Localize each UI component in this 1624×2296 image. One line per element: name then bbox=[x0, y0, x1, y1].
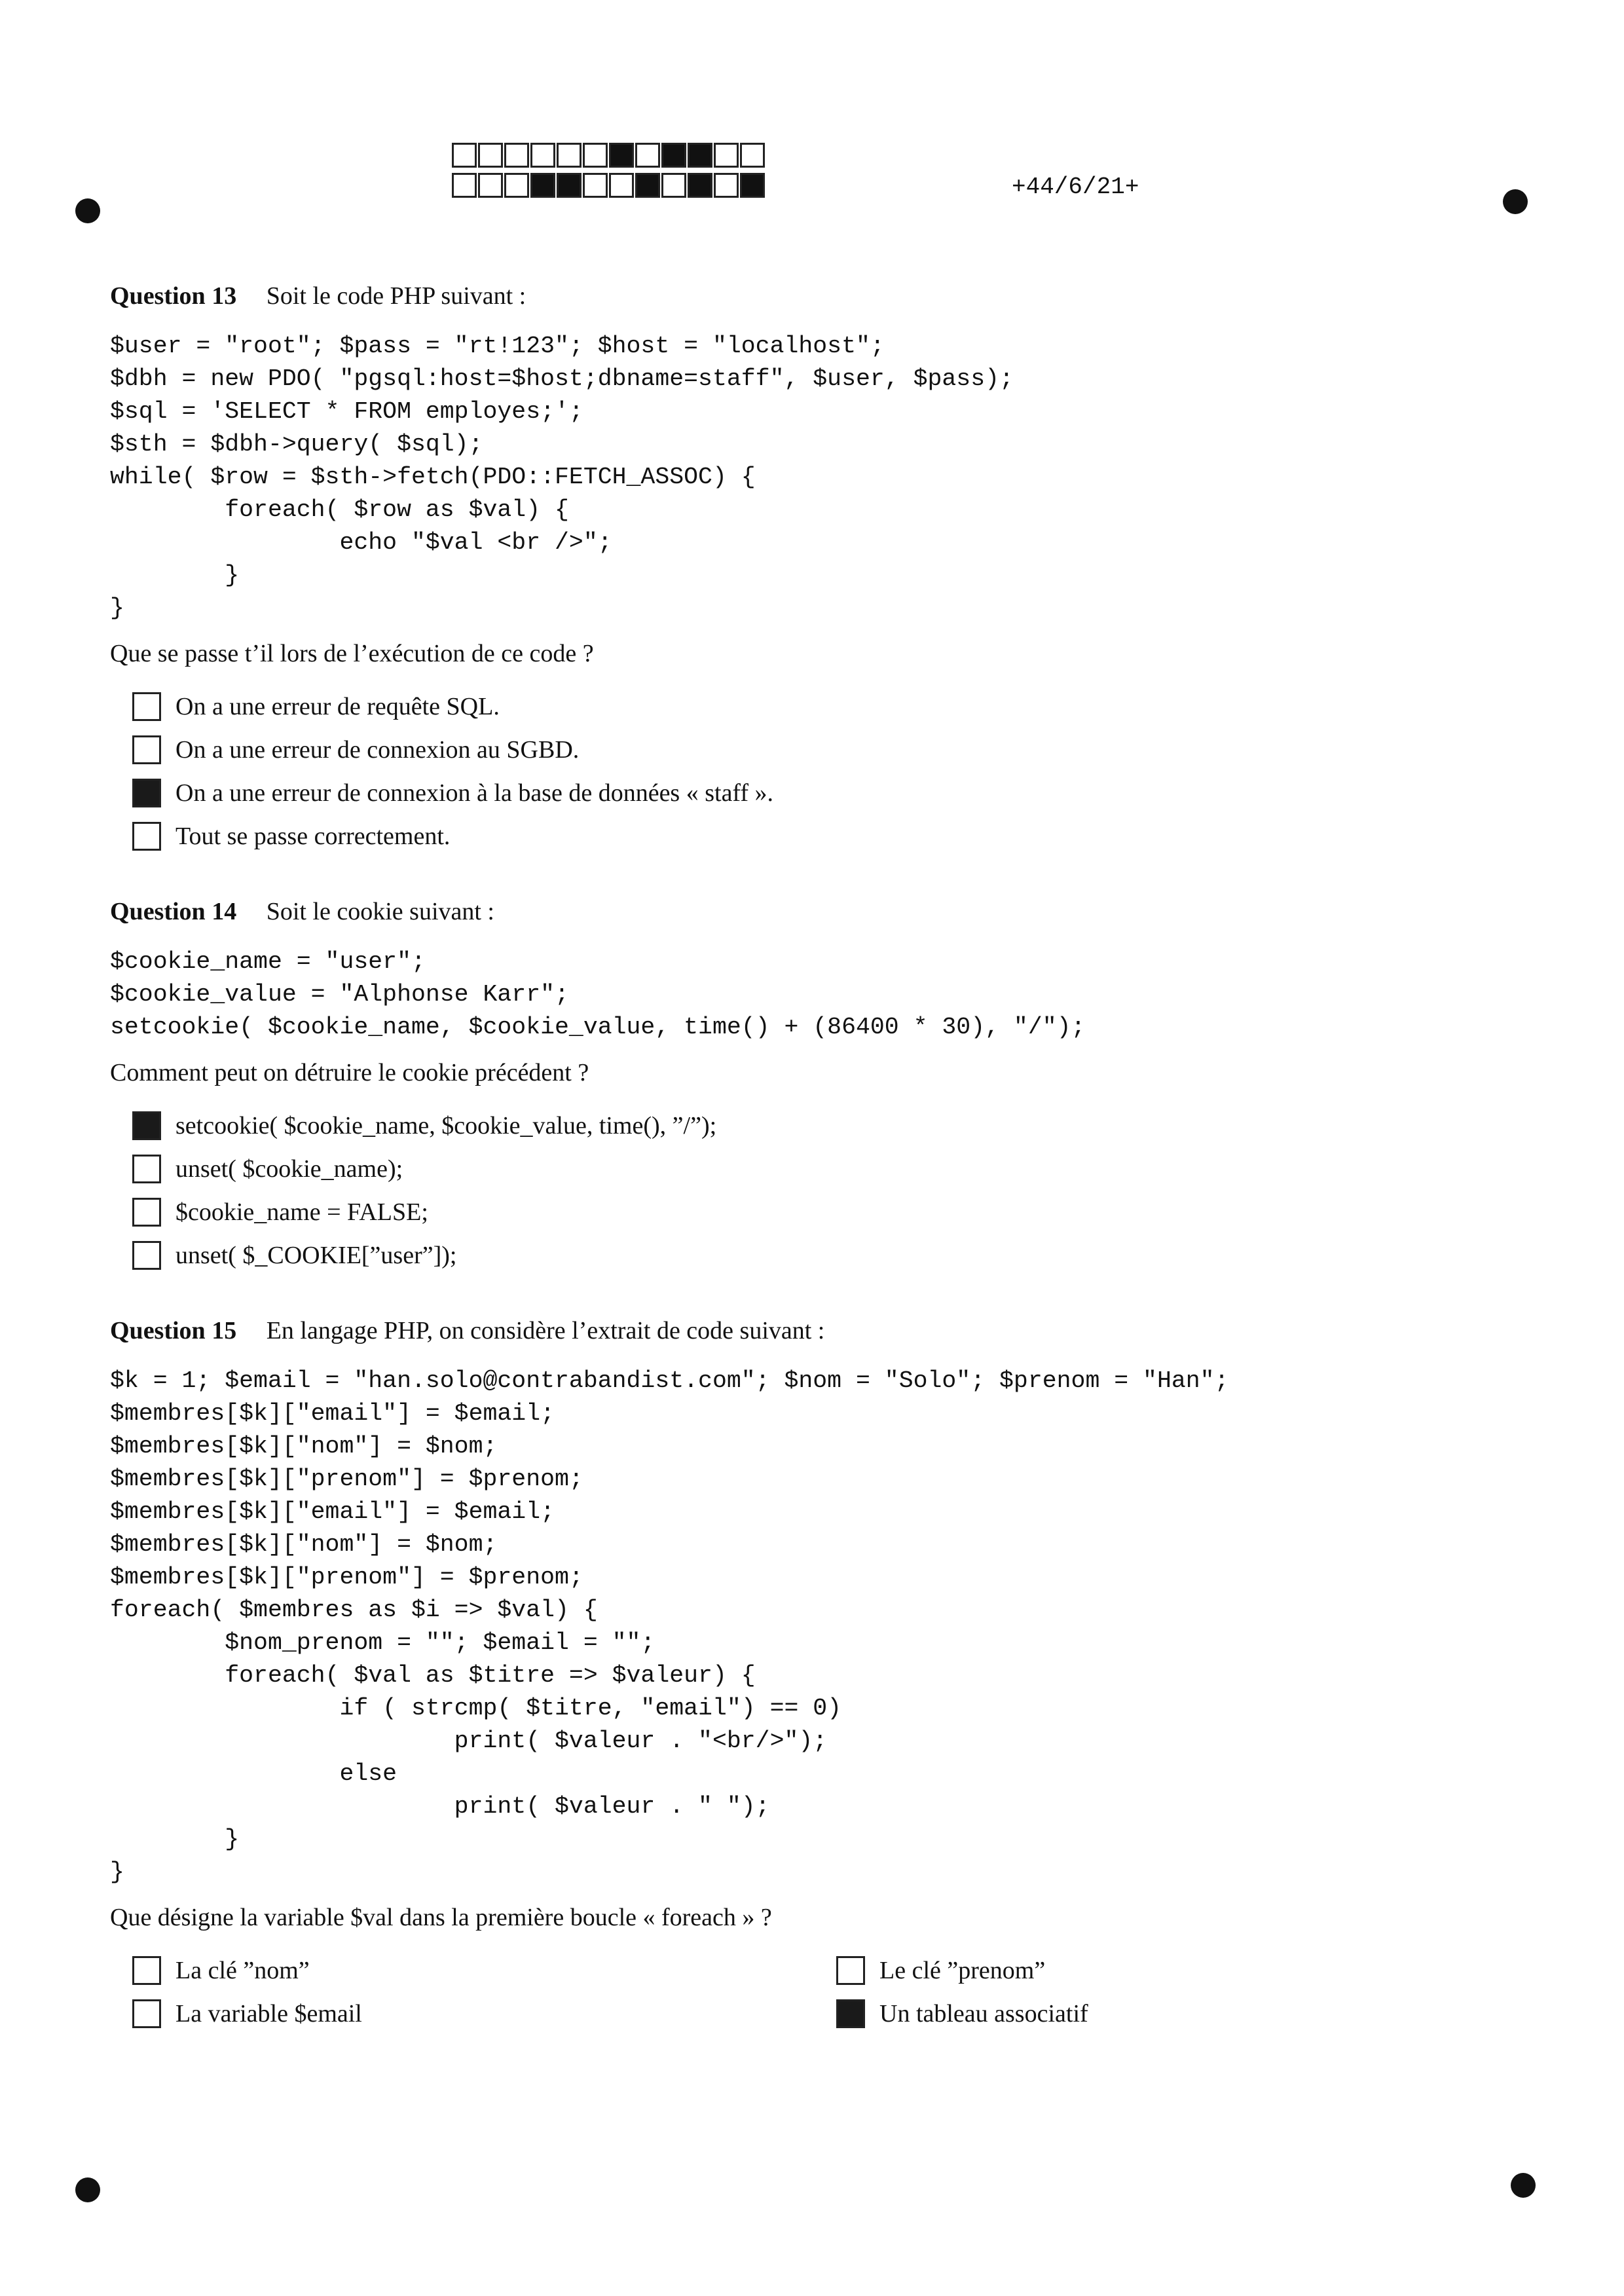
barcode-cell bbox=[530, 173, 555, 198]
question-number: Question 15 bbox=[110, 1317, 237, 1344]
answer-option[interactable] bbox=[132, 1191, 1551, 1234]
page-identifier: +44/6/21+ bbox=[1012, 174, 1139, 200]
answer-list bbox=[110, 1949, 1551, 2035]
answer-checkbox[interactable] bbox=[132, 1999, 161, 2028]
question-number: Question 13 bbox=[110, 282, 237, 310]
page-barcode bbox=[452, 143, 766, 198]
barcode-cell bbox=[609, 173, 634, 198]
answer-checkbox[interactable] bbox=[836, 1999, 865, 2028]
registration-mark-top-right bbox=[1503, 189, 1528, 214]
code-block: $cookie_name = "user"; $cookie_value = "Alphonse Karr"; setcookie( $cookie_name, $cookie_value, time() + (86400 * 30), "/"); bbox=[110, 948, 1086, 1041]
answer-label: La clé ”nom” bbox=[175, 1957, 310, 1984]
question-15 bbox=[110, 1316, 1551, 2035]
question-header bbox=[110, 1316, 1551, 1345]
barcode-cell bbox=[478, 173, 503, 198]
answer-option[interactable] bbox=[836, 1949, 1403, 1992]
answer-checkbox[interactable] bbox=[132, 692, 161, 721]
barcode-cell bbox=[714, 143, 739, 168]
code-block: $k = 1; $email = "han.solo@contrabandist.com"; $nom = "Solo"; $prenom = "Han"; $membres[$k]["email"] = $email; $membres[$k]["nom"] = $nom; $membres[$k]["prenom"] = $prenom; $membres[$k]["email"] = $email; $membres[$k]["nom"] = $nom; $membres[$k]["prenom"] = $prenom; foreach( $membres as $i => $val) { $nom_prenom = ""; $email = ""; foreach( $val as $titre => $valeur) { if ( strcmp( $titre, "email") == 0) print( $valeur . "<br/>"); else print( $valeur . " "); } } bbox=[110, 1367, 1229, 1885]
answer-option[interactable] bbox=[132, 1234, 1551, 1277]
question-14 bbox=[110, 897, 1551, 1277]
question-header bbox=[110, 282, 1551, 310]
answer-option[interactable] bbox=[132, 771, 1551, 815]
barcode-cell bbox=[504, 143, 529, 168]
answer-checkbox[interactable] bbox=[132, 822, 161, 851]
barcode-cell bbox=[661, 143, 686, 168]
answer-checkbox[interactable] bbox=[132, 735, 161, 764]
answer-label: unset( $_COOKIE[”user”]); bbox=[175, 1242, 457, 1269]
answer-checkbox[interactable] bbox=[132, 1241, 161, 1270]
barcode-cell bbox=[583, 143, 608, 168]
answer-checkbox[interactable] bbox=[132, 1956, 161, 1985]
barcode-cell bbox=[688, 173, 712, 198]
answer-checkbox[interactable] bbox=[836, 1956, 865, 1985]
answer-checkbox[interactable] bbox=[132, 779, 161, 807]
barcode-cell bbox=[609, 143, 634, 168]
answer-label: Un tableau associatif bbox=[879, 2000, 1088, 2028]
answer-option[interactable] bbox=[132, 1992, 814, 2035]
question-prompt: Que désigne la variable $val dans la première boucle « foreach » ? bbox=[110, 1904, 772, 1931]
question-number: Question 14 bbox=[110, 898, 237, 925]
answer-label: On a une erreur de connexion au SGBD. bbox=[175, 736, 580, 764]
barcode-cell bbox=[661, 173, 686, 198]
answer-label: unset( $cookie_name); bbox=[175, 1155, 403, 1183]
registration-mark-top-left bbox=[75, 198, 100, 223]
barcode-cell bbox=[740, 173, 765, 198]
answer-checkbox[interactable] bbox=[132, 1155, 161, 1183]
code-block: $user = "root"; $pass = "rt!123"; $host = "localhost"; $dbh = new PDO( "pgsql:host=$host;dbname=staff", $user, $pass); $sql = 'SELECT * FROM employes;'; $sth = $dbh->query( $sql); while( $row = $sth->fetch(PDO::FETCH_ASSOC) { foreach( $row as $val) { echo "$val <br />"; } } bbox=[110, 333, 1014, 621]
question-intro: En langage PHP, on considère l’extrait de code suivant : bbox=[266, 1317, 825, 1344]
barcode-cell bbox=[504, 173, 529, 198]
answer-list bbox=[110, 685, 1551, 858]
barcode-row-2 bbox=[452, 173, 766, 198]
barcode-cell bbox=[557, 173, 581, 198]
barcode-cell bbox=[740, 143, 765, 168]
answer-option[interactable] bbox=[132, 1104, 1551, 1147]
barcode-cell bbox=[557, 143, 581, 168]
barcode-cell bbox=[530, 143, 555, 168]
answer-option[interactable] bbox=[132, 685, 1551, 728]
answer-option[interactable] bbox=[132, 1949, 814, 1992]
barcode-cell bbox=[452, 173, 477, 198]
barcode-cell bbox=[583, 173, 608, 198]
answer-checkbox[interactable] bbox=[132, 1198, 161, 1227]
barcode-cell bbox=[635, 143, 660, 168]
question-prompt: Que se passe t’il lors de l’exécution de ce code ? bbox=[110, 640, 594, 667]
barcode-cell bbox=[714, 173, 739, 198]
answer-label: setcookie( $cookie_name, $cookie_value, time(), ”/”); bbox=[175, 1112, 717, 1139]
answer-option[interactable] bbox=[836, 1992, 1403, 2035]
question-prompt: Comment peut on détruire le cookie précédent ? bbox=[110, 1059, 589, 1086]
registration-mark-bottom-left bbox=[75, 2177, 100, 2202]
answer-label: Tout se passe correctement. bbox=[175, 823, 451, 850]
question-intro: Soit le cookie suivant : bbox=[266, 898, 494, 925]
answer-option[interactable] bbox=[132, 815, 1551, 858]
barcode-cell bbox=[688, 143, 712, 168]
answer-label: Le clé ”prenom” bbox=[879, 1957, 1046, 1984]
registration-mark-bottom-right bbox=[1511, 2173, 1536, 2198]
barcode-cell bbox=[452, 143, 477, 168]
question-13 bbox=[110, 282, 1551, 858]
barcode-cell bbox=[635, 173, 660, 198]
answer-option[interactable] bbox=[132, 1147, 1551, 1191]
answer-label: $cookie_name = FALSE; bbox=[175, 1198, 428, 1226]
answer-option[interactable] bbox=[132, 728, 1551, 771]
question-header bbox=[110, 897, 1551, 926]
question-intro: Soit le code PHP suivant : bbox=[266, 282, 526, 310]
barcode-row-1 bbox=[452, 143, 766, 168]
barcode-cell bbox=[478, 143, 503, 168]
answer-list bbox=[110, 1104, 1551, 1277]
answer-label: On a une erreur de connexion à la base de données « staff ». bbox=[175, 779, 774, 807]
answer-label: La variable $email bbox=[175, 2000, 362, 2028]
answer-checkbox[interactable] bbox=[132, 1111, 161, 1140]
answer-label: On a une erreur de requête SQL. bbox=[175, 693, 500, 720]
